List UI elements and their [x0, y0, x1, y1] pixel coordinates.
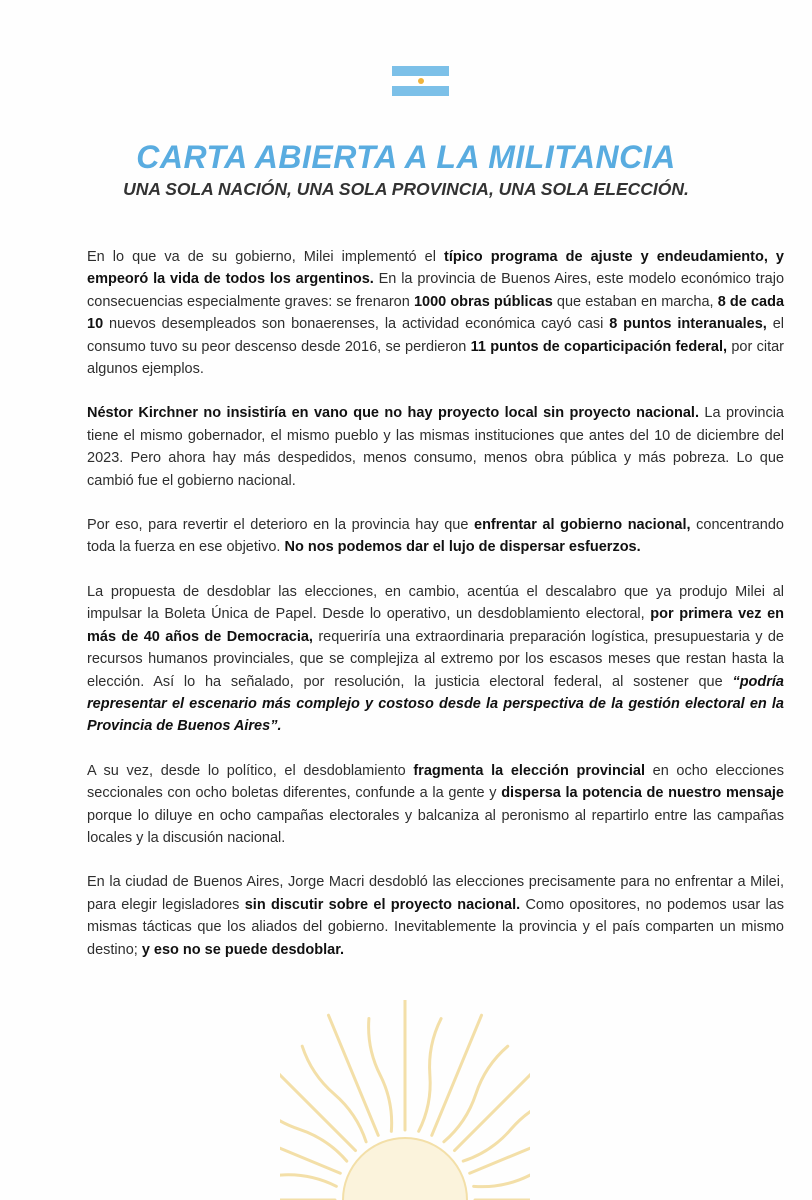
sun-ray: [419, 1019, 441, 1132]
text-run: nuevos desempleados son bonaerenses, la actividad económica cayó casi: [103, 316, 610, 333]
text-run: que estaban en marcha,: [552, 293, 718, 310]
argentina-flag-icon: [392, 66, 449, 96]
text-run: En lo que va de su gobierno, Milei implementó el: [87, 249, 444, 265]
bold-run: por primera vez en más de 40 años de Democracia,: [87, 606, 784, 645]
bold-run: 8 puntos interanuales,: [609, 316, 767, 333]
letter-body: [87, 246, 784, 983]
bold-run: y eso no se puede desdoblar.: [141, 941, 345, 958]
paragraph-5: [87, 760, 784, 850]
text-run: La propuesta de desdoblar las elecciones, en cambio, acentúa el descalabro que ya produjo Milei al impulsar la Boleta Única de Papel. Desde lo operativo, un desdoblamiento electoral,: [87, 583, 784, 623]
sol-de-mayo-watermark-icon: [280, 1000, 530, 1200]
text-run: porque lo diluye en ocho campañas electorales y balcaniza al peronismo al repartirlo entre las campañas locales y la discusión nacional.: [87, 807, 784, 846]
text-run: A su vez, desde lo político, el desdoblamiento: [87, 762, 414, 779]
bold-run: 1000 obras públicas: [413, 293, 553, 310]
sun-ray: [369, 1019, 392, 1132]
emphasis-quote: “podría representar el escenario más complejo y costoso desde la perspectiva de la gestión electoral en la Provincia de Buenos Aires”.: [87, 673, 784, 735]
text-run: Por eso, para revertir el deterioro en la provincia hay que: [87, 517, 474, 534]
text-run: requeriría una extraordinaria preparación logística, presupuestaria y de recursos humanos provinciales, que se complejiza al extremo por los escasos meses que restan hasta la elección. Así lo ha señalado, por resolución, la justicia electoral federal, al sostener que: [87, 628, 784, 690]
sun-ray: [454, 1059, 530, 1151]
text-run: En la provincia de Buenos Aires, este modelo económico trajo consecuencias especialmente graves: se frenaron: [87, 271, 785, 310]
bold-run: dispersa la potencia de nuestro mensaje: [501, 785, 784, 802]
sun-ray: [470, 1123, 530, 1173]
bold-run: fragmenta la elección provincial: [413, 762, 645, 779]
bold-run: Néstor Kirchner no insistiría en vano que no hay proyecto local sin proyecto nacional.: [87, 405, 699, 422]
text-run: Como opositores, no podemos usar las mismas tácticas que los aliados del gobierno. Inevitablemente la provincia y el país comparten un mismo destino;: [87, 896, 784, 958]
paragraph-6: [87, 871, 784, 961]
bold-run: 8 de cada 10: [87, 293, 785, 333]
bold-run: típico programa de ajuste y endeudamiento, y empeoró la vida de todos los argentinos.: [87, 249, 784, 288]
paragraph-3: [87, 514, 784, 559]
text-run: concentrando toda la fuerza en ese objetivo.: [87, 517, 784, 556]
text-run: el consumo tuvo su peor descenso desde 2016, se perdieron: [87, 316, 784, 355]
text-run: En la ciudad de Buenos Aires, Jorge Macri desdobló las elecciones precisamente para no enfrentar a Milei, para elegir legisladores: [87, 874, 784, 913]
sun-ray: [280, 1123, 340, 1173]
bold-run: No nos podemos dar el lujo de dispersar esfuerzos.: [284, 539, 641, 556]
bold-run: 11 puntos de coparticipación federal,: [470, 338, 728, 355]
paragraph-2: [87, 402, 784, 492]
sun-disc: [343, 1138, 467, 1200]
sun-ray: [432, 1015, 482, 1135]
bold-run: sin discutir sobre el proyecto nacional.: [244, 896, 521, 913]
text-run: por citar algunos ejemplos.: [87, 338, 784, 378]
bold-run: enfrentar al gobierno nacional,: [474, 517, 691, 534]
text-run: en ocho elecciones seccionales con ocho boletas diferentes, confunde a la gente y: [87, 762, 784, 802]
page-subtitle: UNA SOLA NACIÓN, UNA SOLA PROVINCIA, UNA SOLA ELECCIÓN.: [123, 179, 689, 199]
page-title: CARTA ABIERTA A LA MILITANCIA: [136, 139, 676, 175]
paragraph-1: [87, 246, 784, 380]
paragraph-4: [87, 581, 784, 738]
text-run: La provincia tiene el mismo gobernador, el mismo pueblo y las mismas instituciones que antes del 10 de diciembre del 2023. Pero ahora hay más despedidos, menos consumo, menos obra pública y más pobreza. Lo que cambió fue el gobierno nacional.: [87, 405, 784, 489]
